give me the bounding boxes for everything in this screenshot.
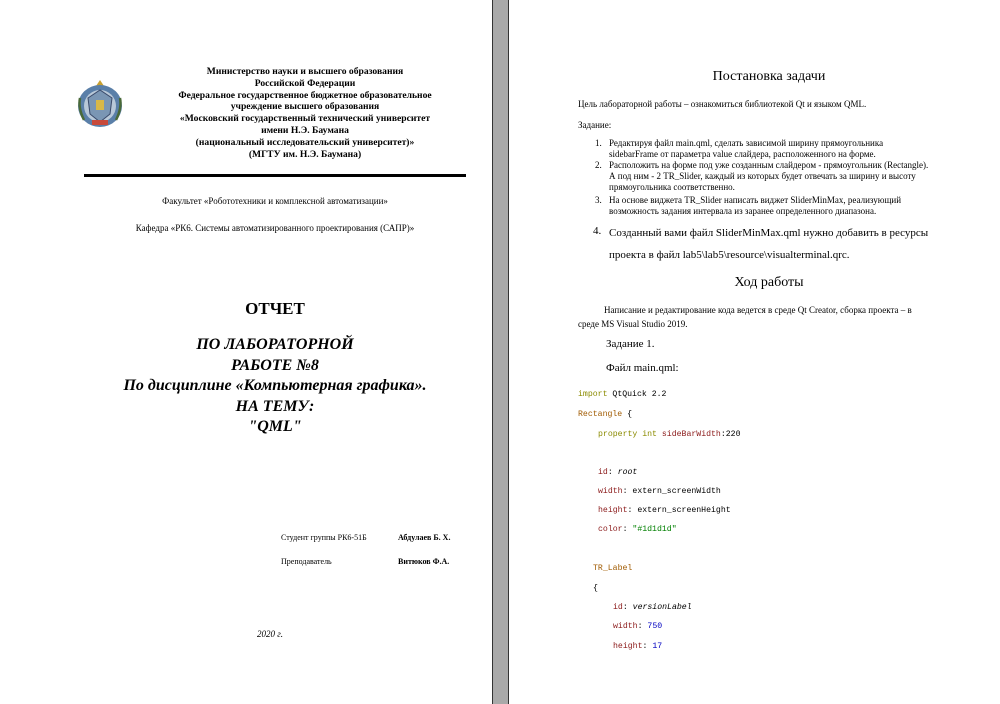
subtitle-line: НА ТЕМУ: [235, 397, 315, 415]
task-heading: Постановка задачи [712, 69, 826, 84]
code-text: :220 [720, 430, 741, 439]
code-keyword: property int [598, 430, 657, 439]
code-property: color [598, 525, 623, 534]
code-text: { [593, 584, 598, 593]
code-text: extern_screenHeight [637, 506, 731, 515]
code-line: id: versionLabel [613, 603, 692, 612]
student-name: Абдулаев Б. Х. [398, 533, 451, 542]
code-text: { [627, 410, 633, 419]
code-property: sideBarWidth [661, 430, 721, 439]
task-item-line: Расположить на форме под уже созданным слайдером - прямоугольник (Rectangle). [609, 160, 929, 170]
ministry-line: Федеральное государственное бюджетное образовательное [178, 89, 432, 101]
code-text: root [617, 468, 638, 477]
task-item-line: Созданный вами файл SliderMinMax.qml нужно добавить в ресурсы [609, 227, 929, 239]
code-line: width: extern_screenWidth [598, 487, 721, 496]
task-item-line: А под ним - 2 TR_Slider, каждый из которых будет отвечать за ширину и высоту [609, 171, 916, 181]
ministry-line: Российской Федерации [254, 77, 356, 89]
task-item-number: 2. [595, 160, 602, 170]
task-item-number: 1. [595, 138, 602, 148]
code-text: QtQuick 2.2 [612, 390, 667, 399]
report-title: ОТЧЕТ [245, 299, 305, 318]
code-keyword: import [578, 390, 608, 399]
code-line [578, 410, 632, 419]
subtitle-line: "QML" [248, 418, 302, 435]
ministry-line: (МГТУ им. Н.Э. Баумана) [248, 148, 362, 160]
code-property: id [613, 603, 623, 612]
file-label: Файл main.qml: [606, 362, 679, 374]
task-item-line: проекта в файл lab5\lab5\resource\visualterminal.qrc. [609, 249, 850, 261]
task-item [609, 160, 928, 193]
ministry-line: «Московский государственный технический университет [179, 113, 431, 125]
code-property: id [598, 468, 608, 477]
code-number: 17 [652, 642, 663, 651]
task-item-line: На основе виджета TR_Slider написать виджет SliderMinMax, реализующий [609, 195, 902, 205]
subtitle-line: РАБОТЕ №8 [231, 356, 319, 374]
ministry-header [140, 66, 470, 160]
ministry-line: имени Н.Э. Баумана [261, 124, 349, 136]
code-line [598, 430, 741, 439]
report-subtitle [80, 335, 470, 438]
code-line [593, 564, 632, 573]
code-type: Rectangle [578, 410, 623, 419]
code-line: height: 17 [613, 642, 663, 651]
task-item [609, 138, 883, 160]
code-number: 750 [647, 622, 663, 631]
code-line [578, 390, 666, 399]
task-item-line: Редактируя файл main.qml, сделать зависимой ширину прямоугольника [609, 138, 884, 148]
subtitle-line: ПО ЛАБОРАТОРНОЙ [196, 336, 354, 353]
teacher-name: Витюков Ф.А. [398, 557, 450, 566]
code-line: id: root [598, 468, 638, 477]
code-line: width: 750 [613, 622, 663, 631]
ministry-line: Министерство науки и высшего образования [206, 66, 404, 77]
ministry-line: (национальный исследовательский университет)» [195, 136, 415, 148]
task-page [508, 0, 1000, 704]
title-page [0, 0, 493, 704]
code-property: height [613, 642, 643, 651]
ministry-line: учреждение высшего образования [230, 101, 380, 113]
code-property: width [613, 622, 638, 631]
progress-text [578, 303, 912, 331]
teacher-role: Преподаватель [281, 557, 332, 566]
code-line: height: extern_screenHeight [598, 506, 731, 515]
student-role: Студент группы РК6-51Б [281, 533, 367, 542]
task-item-line: sidebarFrame от параметра value слайдера, расположенного на форме. [609, 149, 876, 159]
code-text: versionLabel [632, 603, 692, 612]
code-string: "#1d1d1d" [632, 525, 677, 534]
task-item-line: прямоугольника соответственно. [609, 182, 735, 192]
code-line [593, 584, 598, 593]
task1-label: Задание 1. [606, 338, 655, 350]
task-item-number: 3. [595, 195, 602, 205]
progress-text-line: среде MS Visual Studio 2019. [578, 319, 688, 329]
task-item-number: 4. [593, 225, 602, 237]
code-type: TR_Label [593, 564, 633, 573]
university-emblem-icon [74, 78, 126, 130]
progress-text-line: Написание и редактирование кода ведется в среде Qt Creator, сборка проекта – в [604, 305, 912, 315]
progress-heading: Ход работы [734, 275, 804, 290]
code-line: color: "#1d1d1d" [598, 525, 677, 534]
task-label: Задание: [578, 120, 612, 130]
task-item-line: возможность задания интервала из заранее определенного диапазона. [609, 206, 877, 216]
code-property: width [598, 487, 623, 496]
subtitle-line: По дисциплине «Компьютерная графика». [123, 377, 427, 394]
goal-text: Цель лабораторной работы – ознакомиться библиотекой Qt и языком QML. [578, 99, 867, 109]
task-item [609, 222, 928, 266]
task-item [609, 195, 901, 217]
header-divider [84, 174, 466, 177]
faculty-text: Факультет «Робототехники и комплексной автоматизации» [162, 196, 388, 206]
code-text: extern_screenWidth [632, 487, 721, 496]
year: 2020 г. [257, 629, 283, 639]
department-text: Кафедра «РК6. Системы автоматизированного проектирования (САПР)» [135, 223, 415, 233]
code-property: height [598, 506, 628, 515]
